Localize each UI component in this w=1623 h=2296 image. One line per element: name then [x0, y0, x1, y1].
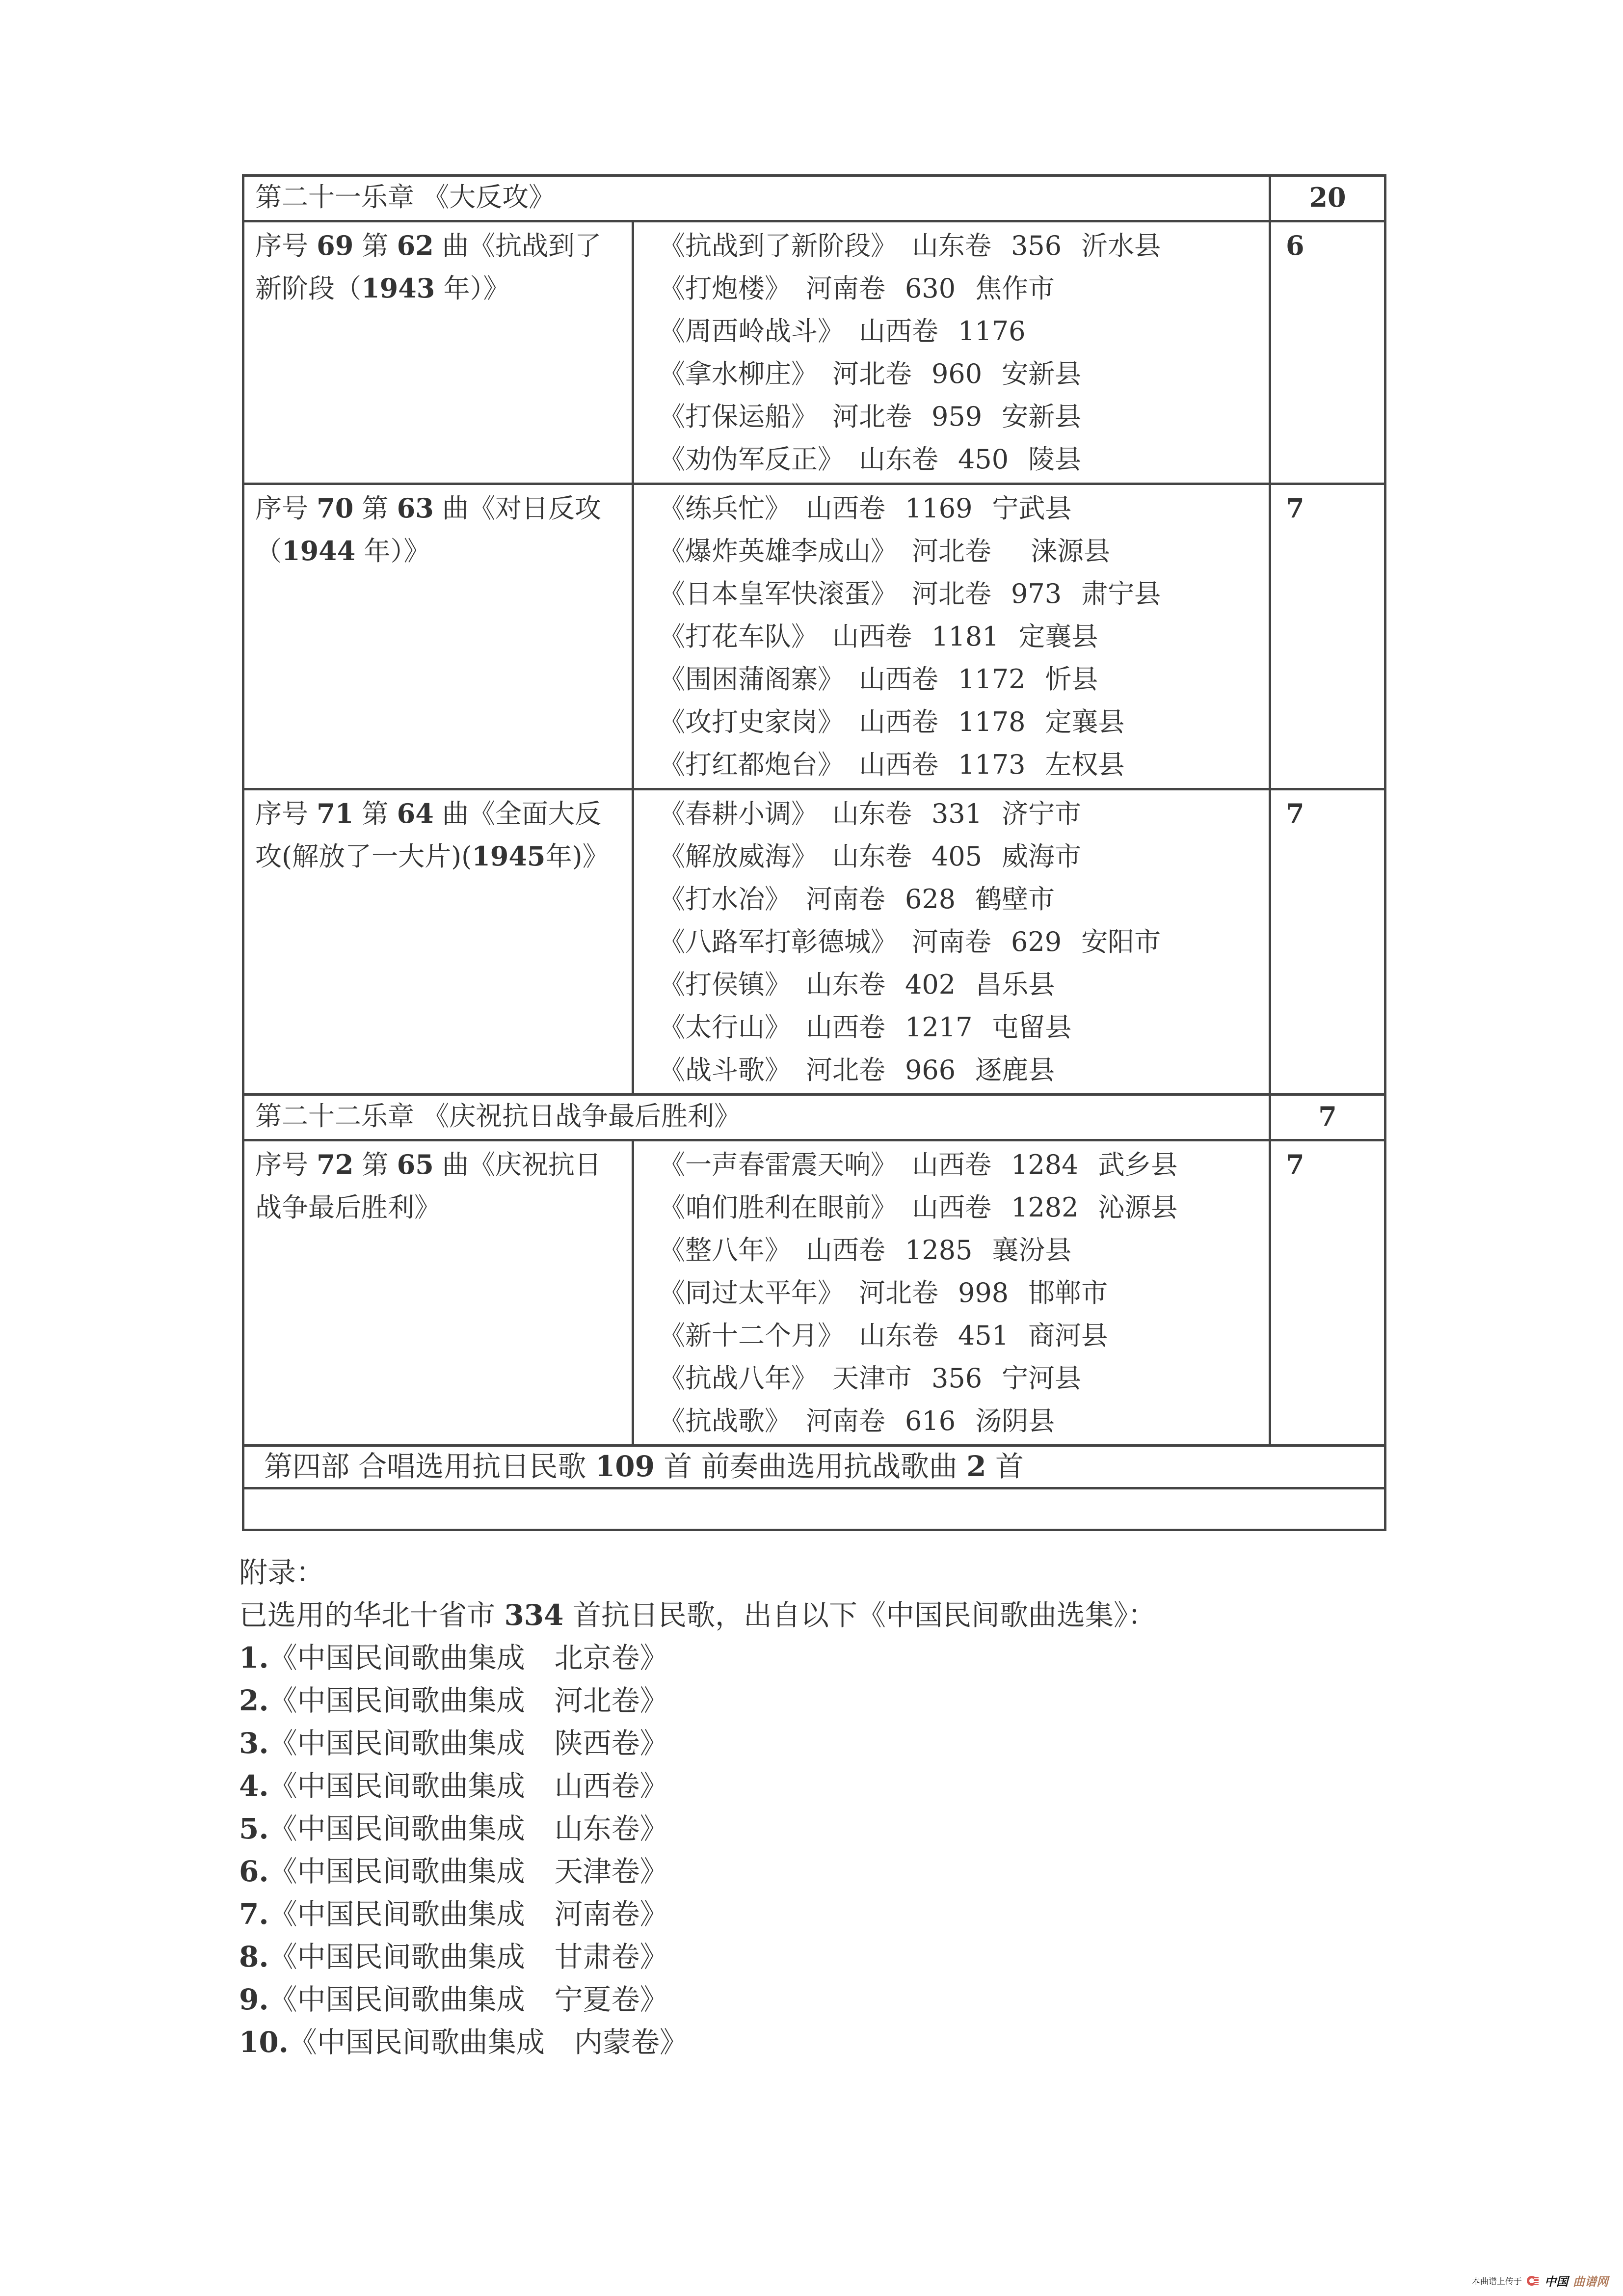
- song-place: 宁河县: [1002, 1363, 1082, 1394]
- appendix-heading: 附录：: [239, 1556, 325, 1589]
- song-title: 《解放威海》: [659, 841, 818, 872]
- song-title: 《围困蒲阁寨》: [659, 664, 844, 695]
- song-page-number: 1181: [931, 621, 999, 652]
- group-title-part: 1945: [472, 840, 546, 872]
- group-title-part: 65: [397, 1149, 434, 1180]
- book-volume: 河北卷》: [554, 1684, 668, 1717]
- group-title-part: 64: [397, 798, 434, 829]
- song-item: [659, 310, 1258, 352]
- book-volume: 内蒙卷》: [574, 2026, 688, 2059]
- song-table: [242, 174, 1386, 1531]
- song-title: 《练兵忙》: [659, 493, 791, 524]
- part-four-part: 首: [986, 1450, 1024, 1483]
- part-four-part: 2: [966, 1450, 986, 1483]
- song-item: [659, 743, 1258, 786]
- song-item: [659, 1314, 1258, 1357]
- group-title: [243, 221, 633, 484]
- book-volume: 甘肃卷》: [554, 1940, 668, 1973]
- book-volume: 山东卷》: [554, 1812, 668, 1845]
- song-group-row: [243, 789, 1385, 1095]
- song-volume: 河南卷: [912, 926, 991, 957]
- song-page-number: 998: [958, 1277, 1009, 1308]
- book-number: 9.: [239, 1983, 269, 2016]
- book-name: 《中国民间歌曲集成: [268, 1641, 525, 1675]
- book-name: 《中国民间歌曲集成: [268, 1983, 525, 2016]
- song-item: [659, 438, 1258, 481]
- song-item: [659, 792, 1258, 835]
- song-title: 《抗战到了新阶段》: [659, 230, 897, 261]
- song-group-row: [243, 1140, 1385, 1446]
- song-volume: 河北卷: [912, 536, 991, 567]
- group-title-part: 序号: [255, 1149, 317, 1180]
- song-page-number: 628: [905, 884, 956, 915]
- song-place: 涞源县: [1031, 536, 1110, 567]
- book-name: 《中国民间歌曲集成: [268, 1940, 525, 1973]
- song-title: 《日本皇军快滚蛋》: [659, 578, 897, 609]
- song-title: 《打保运船》: [659, 401, 818, 432]
- book-name: 《中国民间歌曲集成: [268, 1812, 525, 1845]
- song-item: [659, 658, 1258, 701]
- book-volume: 河南卷》: [554, 1897, 668, 1931]
- group-title-part: 曲《全面大反攻(解放了一大片)(: [255, 798, 601, 872]
- book-number: 2.: [239, 1684, 269, 1717]
- song-page-number: 331: [931, 798, 983, 829]
- song-list: [633, 484, 1270, 789]
- song-volume: 河北卷: [832, 401, 912, 432]
- group-count: 7: [1270, 789, 1385, 1095]
- song-volume: 山东卷: [832, 841, 912, 872]
- book-name: 《中国民间歌曲集成: [268, 1684, 525, 1717]
- song-item: [659, 835, 1258, 878]
- song-volume: 山西卷: [859, 664, 938, 695]
- song-page-number: 629: [1011, 926, 1062, 957]
- song-item: [659, 530, 1258, 572]
- song-volume: 山东卷: [832, 798, 912, 829]
- song-item: [659, 1357, 1258, 1400]
- group-title-part: 年）》: [355, 536, 430, 567]
- part-four-text: [243, 1446, 1385, 1488]
- song-page-number: 356: [1011, 230, 1062, 261]
- book-number: 7.: [239, 1897, 269, 1931]
- song-volume: 河南卷: [806, 273, 885, 304]
- song-page-number: 1284: [1011, 1149, 1079, 1180]
- song-title: 《新十二个月》: [659, 1320, 844, 1351]
- chapter-count: 20: [1270, 176, 1385, 221]
- group-title-part: 70: [317, 492, 354, 524]
- song-item: [659, 963, 1258, 1006]
- group-title: [243, 789, 633, 1095]
- book-name: 《中国民间歌曲集成: [268, 1855, 525, 1888]
- song-volume: 山东卷: [806, 969, 885, 1000]
- song-volume: 河北卷: [859, 1277, 938, 1308]
- part-four-part: 109: [595, 1450, 655, 1483]
- book-list: [239, 1637, 1156, 2064]
- group-title-part: 第: [353, 230, 397, 261]
- watermark: [1472, 2272, 1608, 2289]
- song-page-number: 356: [931, 1363, 983, 1394]
- group-title-part: 曲《庆祝抗日战争最后胜利》: [255, 1149, 601, 1223]
- group-count: 6: [1270, 221, 1385, 484]
- song-title: 《太行山》: [659, 1012, 791, 1043]
- watermark-text: 本曲谱上传于: [1472, 2277, 1522, 2287]
- song-item: [659, 1006, 1258, 1049]
- appendix-intro-count: 334: [504, 1598, 564, 1632]
- book-item: [239, 1850, 1156, 1893]
- song-page-number: 1178: [958, 706, 1026, 737]
- book-number: 8.: [239, 1940, 269, 1973]
- group-title-part: 序号: [255, 230, 317, 261]
- song-item: [659, 487, 1258, 530]
- song-item: [659, 267, 1258, 310]
- book-name: 《中国民间歌曲集成: [288, 2026, 545, 2059]
- appendix: [239, 1551, 1156, 2064]
- empty-cell: [243, 1488, 1385, 1530]
- book-volume: 宁夏卷》: [554, 1983, 668, 2016]
- song-place: 宁武县: [992, 493, 1072, 524]
- song-place: 商河县: [1028, 1320, 1108, 1351]
- book-number: 1.: [239, 1641, 269, 1675]
- song-page-number: 973: [1011, 578, 1062, 609]
- song-place: 定襄县: [1018, 621, 1098, 652]
- group-title-part: 第: [353, 493, 397, 524]
- book-number: 10.: [239, 2026, 289, 2059]
- song-item: [659, 1271, 1258, 1314]
- song-place: 武乡县: [1098, 1149, 1178, 1180]
- group-title-part: 序号: [255, 798, 317, 829]
- song-volume: 山西卷: [859, 749, 938, 780]
- song-page-number: 1172: [958, 664, 1026, 695]
- song-item: [659, 352, 1258, 395]
- song-item: [659, 920, 1258, 963]
- song-title: 《打红都炮台》: [659, 749, 844, 780]
- song-page-number: 1285: [905, 1235, 973, 1266]
- part-four-part: 首 前奏曲选用抗战歌曲: [654, 1450, 967, 1483]
- chapter-title: 第二十一乐章 《大反攻》: [243, 176, 1270, 221]
- song-volume: 山东卷: [859, 1320, 938, 1351]
- song-volume: 山西卷: [832, 621, 912, 652]
- song-place: 济宁市: [1002, 798, 1082, 829]
- chapter-row: [243, 1095, 1385, 1140]
- song-item: [659, 701, 1258, 743]
- song-item: [659, 1229, 1258, 1271]
- song-title: 《爆炸英雄李成山》: [659, 536, 897, 567]
- song-page-number: 966: [905, 1054, 956, 1085]
- song-page-number: 960: [931, 358, 983, 389]
- song-volume: 山东卷: [859, 444, 938, 475]
- appendix-intro: [239, 1594, 1156, 1637]
- book-item: [239, 1978, 1156, 2021]
- song-place: 逐鹿县: [975, 1054, 1055, 1085]
- song-place: 汤阴县: [975, 1405, 1055, 1436]
- song-item: [659, 1049, 1258, 1091]
- song-title: 《打炮楼》: [659, 273, 791, 304]
- group-title-part: 69: [317, 230, 354, 261]
- group-title-part: 年）》: [435, 273, 510, 304]
- song-place: 昌乐县: [975, 969, 1055, 1000]
- site-logo-icon: [1527, 2275, 1540, 2286]
- song-title: 《打花车队》: [659, 621, 818, 652]
- song-place: 屯留县: [992, 1012, 1072, 1043]
- group-title: [243, 484, 633, 789]
- song-place: 威海市: [1002, 841, 1082, 872]
- song-page-number: 405: [931, 841, 983, 872]
- song-title: 《咱们胜利在眼前》: [659, 1192, 897, 1223]
- song-title: 《春耕小调》: [659, 798, 818, 829]
- song-page-number: 1217: [905, 1012, 973, 1043]
- group-title-part: 序号: [255, 493, 317, 524]
- song-title: 《战斗歌》: [659, 1054, 791, 1085]
- song-place: 左权县: [1045, 749, 1125, 780]
- song-place: 定襄县: [1045, 706, 1125, 737]
- chapter-title: 第二十二乐章 《庆祝抗日战争最后胜利》: [243, 1095, 1270, 1140]
- book-item: [239, 1679, 1156, 1722]
- group-title-part: 71: [317, 798, 354, 829]
- group-title-part: 72: [317, 1149, 354, 1180]
- song-place: 陵县: [1028, 444, 1082, 475]
- song-title: 《拿水柳庄》: [659, 358, 818, 389]
- chapter-row: [243, 176, 1385, 221]
- group-title-part: 曲《对日反攻（: [255, 493, 601, 567]
- song-item: [659, 1186, 1258, 1229]
- song-volume: 河南卷: [806, 884, 885, 915]
- song-page-number: 959: [931, 401, 983, 432]
- book-number: 5.: [239, 1812, 269, 1845]
- song-list: [633, 221, 1270, 484]
- song-place: 襄汾县: [992, 1235, 1072, 1266]
- song-item: [659, 1400, 1258, 1442]
- book-volume: 北京卷》: [554, 1641, 668, 1675]
- appendix-intro-text: 已选用的华北十省市: [239, 1598, 505, 1632]
- song-page-number: 402: [905, 969, 956, 1000]
- song-volume: 山西卷: [912, 1192, 991, 1223]
- site-logo-qp: 曲谱网: [1573, 2275, 1608, 2289]
- song-item: [659, 572, 1258, 615]
- song-volume: 河北卷: [912, 578, 991, 609]
- song-title: 《打侯镇》: [659, 969, 791, 1000]
- book-item: [239, 1637, 1156, 1679]
- book-item: [239, 1722, 1156, 1765]
- song-page-number: 616: [905, 1405, 956, 1436]
- song-title: 《打水冶》: [659, 884, 791, 915]
- song-volume: 山东卷: [912, 230, 991, 261]
- song-place: 鹤壁市: [975, 884, 1055, 915]
- group-count: 7: [1270, 484, 1385, 789]
- chapter-count: 7: [1270, 1095, 1385, 1140]
- group-title-part: 曲《抗战到了新阶段（: [255, 230, 601, 304]
- song-item: [659, 1143, 1258, 1186]
- book-number: 4.: [239, 1769, 269, 1803]
- site-logo-cn: 中国: [1544, 2274, 1568, 2289]
- book-item: [239, 1808, 1156, 1850]
- song-group-row: [243, 484, 1385, 789]
- song-item: [659, 395, 1258, 438]
- song-list: [633, 789, 1270, 1095]
- song-place: 安新县: [1002, 401, 1082, 432]
- part-four-row: [243, 1446, 1385, 1488]
- book-item: [239, 2021, 1156, 2064]
- appendix-intro-text-2: 首抗日民歌，出自以下《中国民间歌曲选集》：: [563, 1598, 1156, 1632]
- group-title-part: 63: [397, 492, 434, 524]
- song-group-row: [243, 221, 1385, 484]
- book-volume: 山西卷》: [554, 1769, 668, 1803]
- song-place: 沁源县: [1098, 1192, 1178, 1223]
- book-item: [239, 1765, 1156, 1808]
- song-item: [659, 224, 1258, 267]
- book-item: [239, 1936, 1156, 1978]
- group-count: 7: [1270, 1140, 1385, 1446]
- song-place: 安新县: [1002, 358, 1082, 389]
- book-name: 《中国民间歌曲集成: [268, 1897, 525, 1931]
- song-volume: 山西卷: [806, 1012, 885, 1043]
- song-volume: 山西卷: [912, 1149, 991, 1180]
- song-volume: 山西卷: [859, 316, 938, 347]
- song-volume: 天津市: [832, 1363, 912, 1394]
- group-title: [243, 1140, 633, 1446]
- part-four-part: 第四部 合唱选用抗日民歌: [264, 1450, 595, 1483]
- song-page-number: 1176: [958, 316, 1026, 347]
- song-place: 沂水县: [1081, 230, 1161, 261]
- song-item: [659, 878, 1258, 920]
- group-title-part: 第: [353, 798, 397, 829]
- book-item: [239, 1893, 1156, 1936]
- book-name: 《中国民间歌曲集成: [268, 1769, 525, 1803]
- song-title: 《周西岭战斗》: [659, 316, 844, 347]
- song-page-number: 1282: [1011, 1192, 1079, 1223]
- song-volume: 山西卷: [806, 493, 885, 524]
- book-name: 《中国民间歌曲集成: [268, 1727, 525, 1760]
- group-title-part: 1943: [361, 272, 435, 304]
- group-title-part: 第: [353, 1149, 397, 1180]
- song-title: 《整八年》: [659, 1235, 791, 1266]
- song-volume: 河北卷: [806, 1054, 885, 1085]
- book-number: 6.: [239, 1855, 269, 1888]
- song-title: 《抗战八年》: [659, 1363, 818, 1394]
- song-page-number: 451: [958, 1320, 1009, 1351]
- song-page-number: 450: [958, 444, 1009, 475]
- song-place: 忻县: [1045, 664, 1098, 695]
- song-title: 《同过太平年》: [659, 1277, 844, 1308]
- song-place: 焦作市: [975, 273, 1055, 304]
- song-page-number: 1173: [958, 749, 1026, 780]
- song-place: 安阳市: [1081, 926, 1161, 957]
- song-place: 肃宁县: [1081, 578, 1161, 609]
- song-place: 邯郸市: [1028, 1277, 1108, 1308]
- book-volume: 天津卷》: [554, 1855, 668, 1888]
- book-volume: 陕西卷》: [554, 1727, 668, 1760]
- song-list: [633, 1140, 1270, 1446]
- song-volume: 河南卷: [806, 1405, 885, 1436]
- book-number: 3.: [239, 1727, 269, 1760]
- empty-row: [243, 1488, 1385, 1530]
- song-title: 《抗战歌》: [659, 1405, 791, 1436]
- song-title: 《攻打史家岗》: [659, 706, 844, 737]
- song-page-number: 1169: [905, 493, 973, 524]
- song-title: 《八路军打彰德城》: [659, 926, 897, 957]
- song-title: 《一声春雷震天响》: [659, 1149, 897, 1180]
- group-title-part: 62: [397, 230, 434, 261]
- group-title-part: 年)》: [545, 841, 609, 872]
- song-item: [659, 615, 1258, 658]
- song-volume: 山西卷: [859, 706, 938, 737]
- song-title: 《劝伪军反正》: [659, 444, 844, 475]
- song-volume: 河北卷: [832, 358, 912, 389]
- song-page-number: 630: [905, 273, 956, 304]
- group-title-part: 1944: [282, 535, 356, 567]
- song-volume: 山西卷: [806, 1235, 885, 1266]
